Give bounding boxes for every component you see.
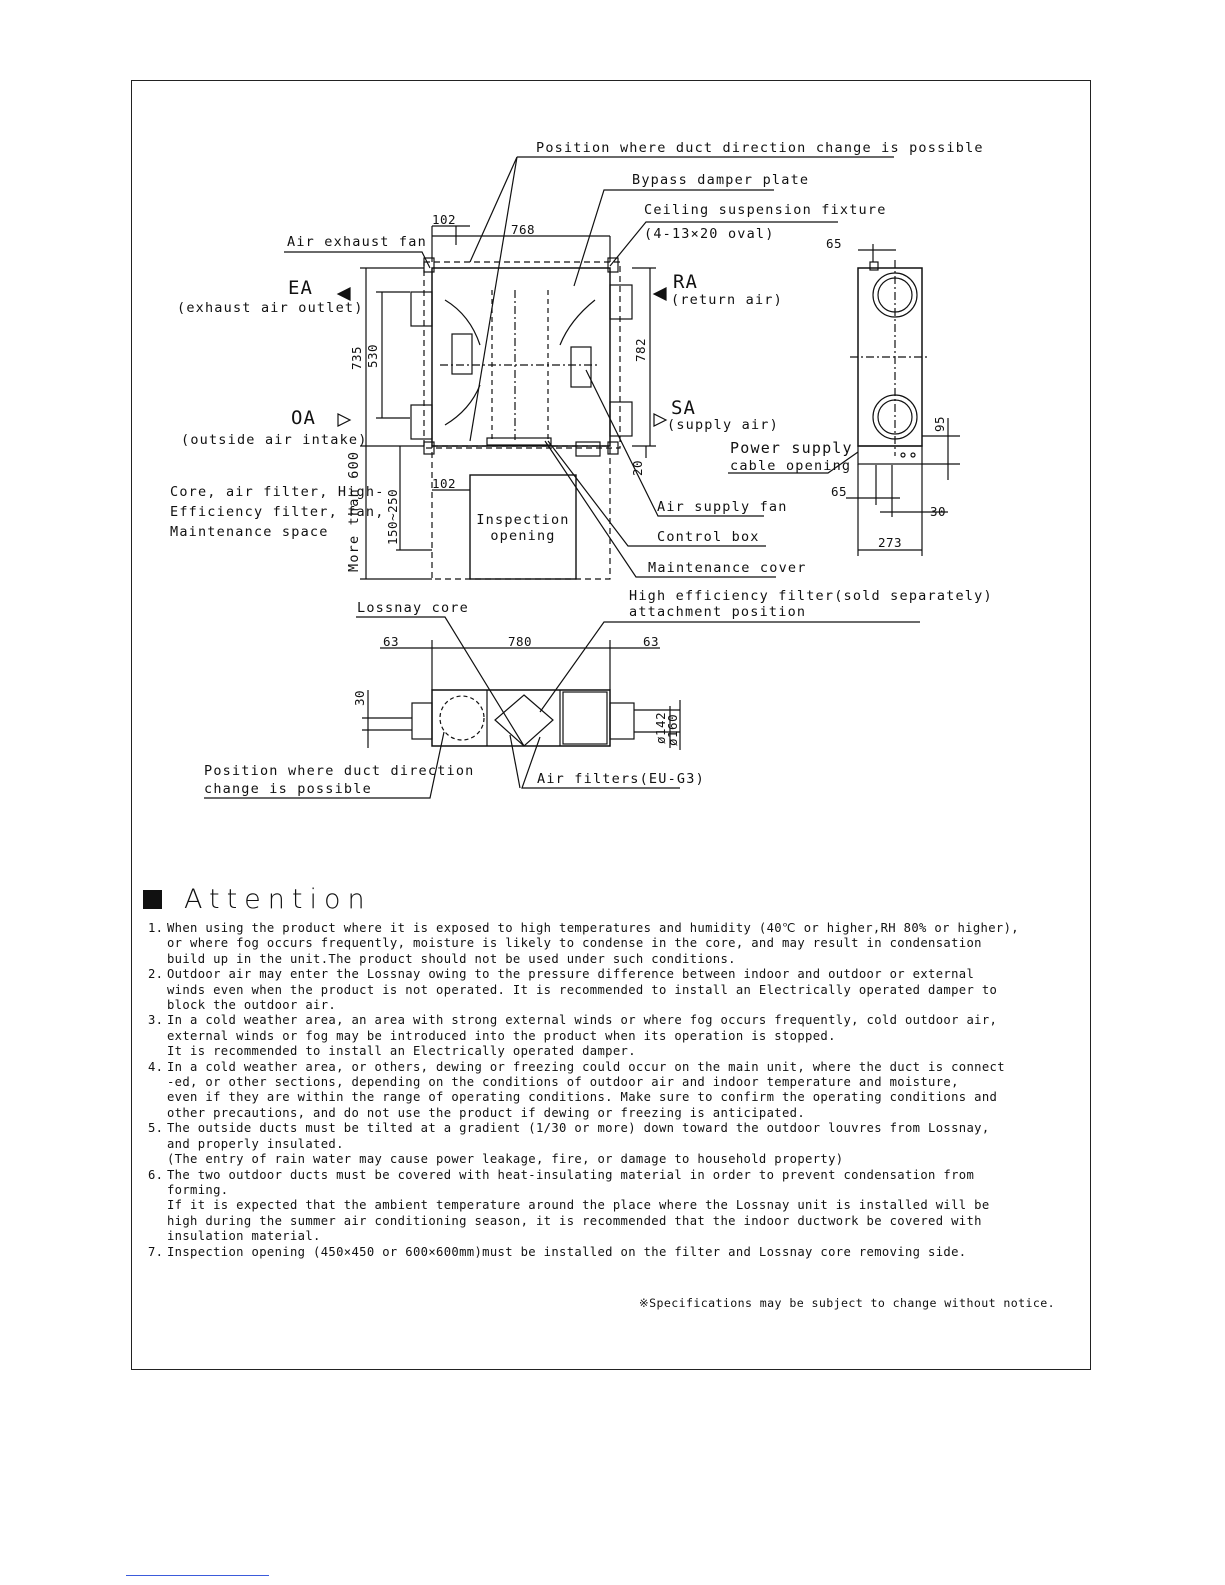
label-inspection-2: opening [490,528,556,544]
page-link-underline[interactable] [126,1575,269,1576]
label-ceiling-fixture: Ceiling suspension fixture [644,202,887,218]
dim-65-bottom: 65 [831,484,848,499]
attention-item: 2. Outdoor air may enter the Lossnay owing to the pressure difference between indoor and outdoor or external winds even when the product is not operated. It is recommended to install an Electrically operated damper to block the outdoor air. [148,967,998,1013]
attention-header [143,882,372,916]
front-view-unit [432,690,610,746]
dim-30-side: 30 [930,504,947,519]
label-duct-change-top: Position where duct direction change is possible [536,140,984,156]
dim-160: ø160 [665,713,680,746]
attention-item: 6. The two outdoor ducts must be covered with heat-insulating material in order to prevent condensation from forming. If it is expected that the ambient temperature around the place where the Lossnay unit is installed will be high during the summer air conditioning season, it is recommended that the indoor ductwork be covered with insulation material. [148,1167,990,1244]
label-bypass-damper: Bypass damper plate [632,172,810,188]
attention-item: 5. The outside ducts must be tilted at a gradient (1/30 or more) down toward the outdoor louvres from Lossnay, and properly insulated. (The entry of rain water may cause power leakage, fire, or damage to household property) [148,1121,990,1167]
label-ra: RA [673,271,698,293]
label-air-exhaust-fan: Air exhaust fan [287,234,427,250]
dim-530: 530 [365,343,380,368]
attention-item: 7. Inspection opening (450×450 or 600×600mm)must be installed on the filter and Lossnay core removing side. [148,1244,967,1259]
dim-780: 780 [508,634,533,649]
specifications-footnote: ※Specifications may be subject to change without notice. [638,1296,1055,1310]
dim-102-bottom: 102 [432,476,457,491]
dim-273: 273 [878,535,903,550]
label-ea-desc: (exhaust air outlet) [177,300,364,316]
label-inspection-1: Inspection [476,512,570,528]
label-air-supply-fan: Air supply fan [657,499,788,515]
attention-item: 1. When using the product where it is exposed to high temperatures and humidity (40℃ or higher,RH 80% or higher), or where fog occurs frequently, moisture is likely to condense in the core, and may result in condensation build up in the unit.The product should not be used under such conditions. [148,921,1019,966]
attention-list [148,921,1083,1260]
label-maintenance-space-3: Maintenance space [170,524,329,540]
label-sa: SA [671,397,696,419]
dim-735: 735 [349,345,364,370]
label-hef-1: High efficiency filter(sold separately) [629,588,993,604]
label-sa-desc: (supply air) [667,417,779,433]
label-lossnay-core: Lossnay core [357,600,469,616]
label-control-box: Control box [657,529,760,545]
dim-30-front: 30 [352,689,367,706]
label-maintenance-space-2: Efficiency filter, fan, [170,504,385,520]
dim-20: 20 [630,459,645,476]
label-duct-change-bottom-2: change is possible [204,781,372,797]
label-maintenance-space-1: Core, air filter, High- [170,484,385,500]
dim-63-left: 63 [383,634,400,649]
label-ceiling-fixture-spec: (4-13×20 oval) [644,226,775,242]
attention-title: Attention [184,883,372,915]
dim-63-right: 63 [643,634,660,649]
label-air-filters: Air filters(EU-G3) [537,771,705,787]
label-hef-2: attachment position [629,604,807,620]
top-view-unit [432,268,610,446]
square-bullet-icon [143,890,162,909]
label-power-supply-2: cable opening [730,458,852,474]
dim-768: 768 [511,222,536,237]
label-maintenance-cover: Maintenance cover [648,560,807,576]
label-ra-desc: (return air) [671,292,783,308]
label-ea: EA [288,277,313,299]
dim-65-top: 65 [826,236,843,251]
label-more-than: More than 600 [346,450,362,572]
dim-142: ø142 [653,711,668,744]
label-duct-change-bottom-1: Position where duct direction [204,763,475,779]
label-oa: OA [291,407,316,429]
dim-102-top: 102 [432,212,457,227]
label-power-supply-1: Power supply [730,439,853,457]
dim-782: 782 [633,337,648,362]
attention-item: 4. In a cold weather area, or others, dewing or freezing could occur on the main unit, where the duct is connect -ed, or other sections, depending on the conditions of outdoor air and indoor temperature and moisture, even if they are within the range of operating conditions. Make sure to confirm the operating conditions and other precautions, and do not use the product if dewing or freezing is anticipated. [148,1059,1005,1120]
label-oa-desc: (outside air intake) [181,432,368,448]
dim-95: 95 [932,415,947,432]
attention-item: 3. In a cold weather area, an area with strong external winds or where fog occurs frequently, cold outdoor air, external winds or fog may be introduced into the product when its operation is stopped. It is recommended to install an Electrically operated damper. [148,1013,998,1059]
dim-150-250: 150~250 [385,488,400,545]
